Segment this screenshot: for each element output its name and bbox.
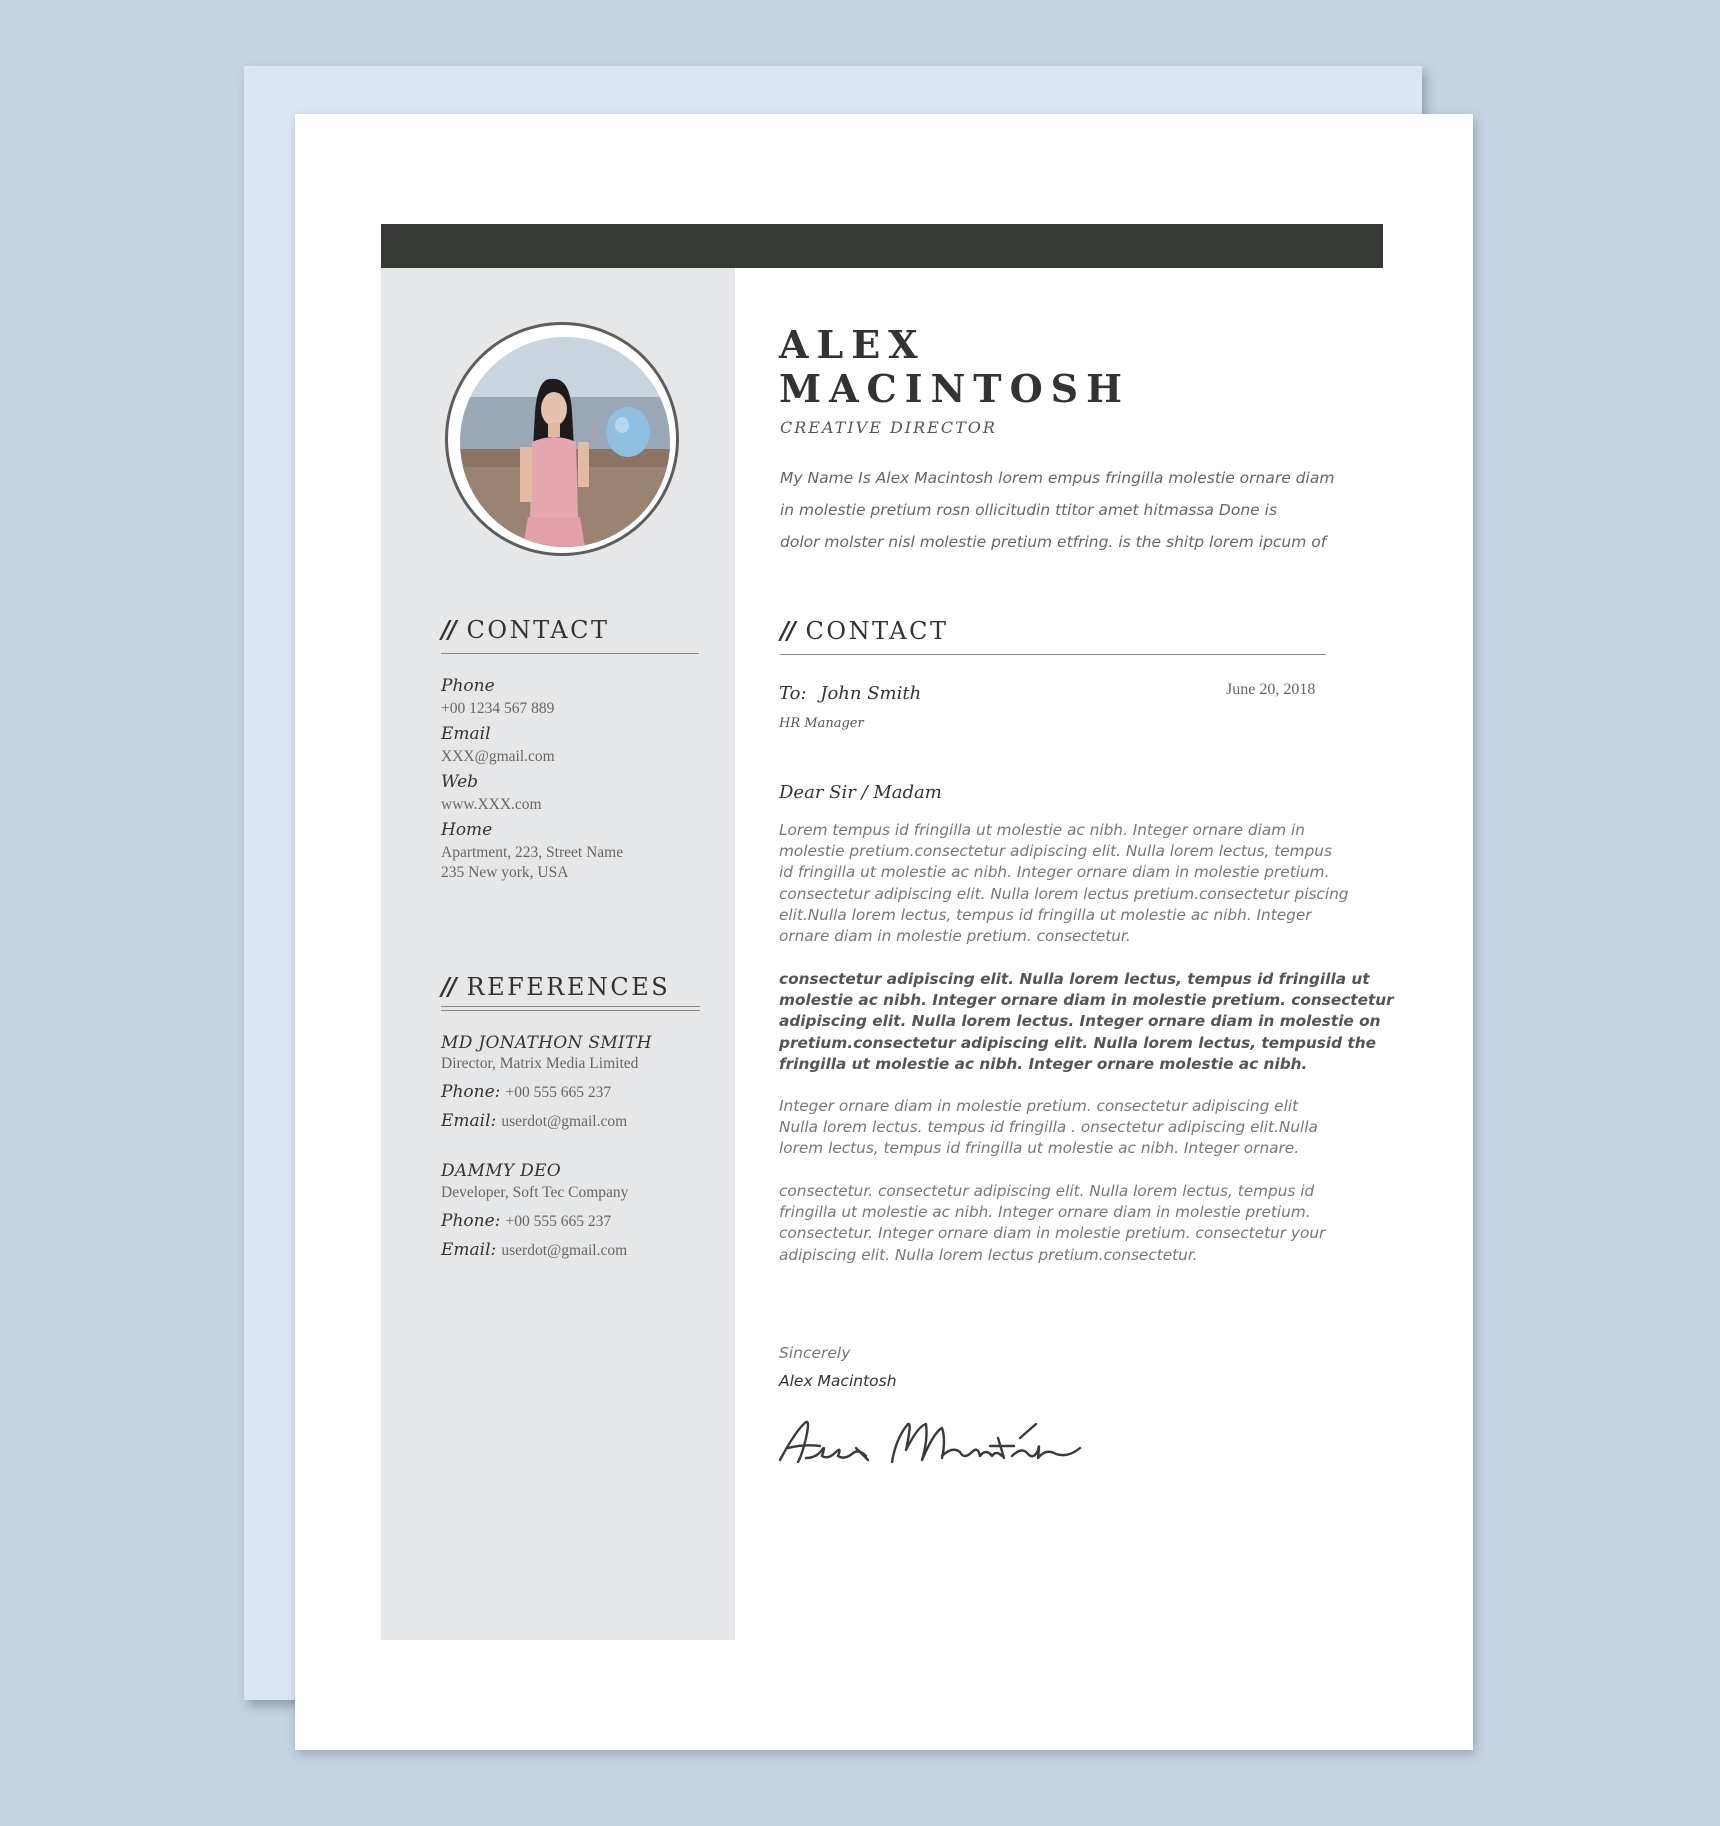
signature xyxy=(776,1410,1096,1480)
paragraph-line: consectetur. consectetur adipiscing elit. Nulla lorem lectus, tempus id xyxy=(779,1182,1315,1200)
intro-line: dolor molster nisl molestie pretium etfring. is the shitp lorem ipcum of xyxy=(780,533,1327,551)
paragraph-line: consectetur adipiscing elit. Nulla lorem lectus pretium.consectetur piscing xyxy=(779,884,1349,903)
references-rule-bottom xyxy=(441,1010,700,1011)
paragraph-line: lorem lectus, tempus id fringilla ut molestie ac nibh. Integer ornare. xyxy=(779,1139,1300,1158)
reference-2-email-row xyxy=(441,1240,627,1261)
heading-marker: // xyxy=(441,615,455,644)
paragraph-2 xyxy=(779,969,1394,1075)
header-bar xyxy=(381,224,1383,268)
paragraph-line: elit.Nulla lorem lectus, tempus id fringilla ut molestie ac nibh. Integer xyxy=(779,905,1312,924)
recipient-row xyxy=(779,683,921,704)
sidebar-contact-heading-text: CONTACT xyxy=(466,616,610,644)
contact-phone-value: +00 1234 567 889 xyxy=(441,700,555,717)
paragraph-line: Nulla lorem lectus. tempus id fringilla . onsectetur adipiscing elit.Nulla xyxy=(779,1118,1318,1137)
paragraph-3 xyxy=(779,1096,1345,1160)
contact-home-line1: Apartment, 223, Street Name xyxy=(441,844,624,861)
contact-web-value[interactable]: www.XXX.com xyxy=(441,796,542,813)
salutation: Dear Sir / Madam xyxy=(779,782,942,803)
last-name: MACINTOSH xyxy=(779,366,1131,411)
reference-2-phone-row xyxy=(441,1211,611,1232)
reference-2-phone: +00 555 665 237 xyxy=(505,1213,612,1230)
reference-2-name: DAMMY DEO xyxy=(441,1161,562,1181)
first-name: ALEX xyxy=(779,322,926,367)
avatar-photo xyxy=(460,337,670,547)
references-rule-top xyxy=(441,1006,700,1007)
paragraph-line: molestie pretium.consectetur adipiscing elit. Nulla lorem lectus, tempus xyxy=(779,842,1332,861)
paragraph-1 xyxy=(779,820,1349,947)
signer-name: Alex Macintosh xyxy=(779,1372,897,1390)
reference-1-email-label: Email: xyxy=(441,1111,497,1131)
sidebar-contact-heading xyxy=(441,615,609,644)
recipient-role: HR Manager xyxy=(779,716,864,731)
contact-email-label: Email xyxy=(441,724,491,744)
paragraph-line: fringilla ut molestie ac nibh. Integer ornare diam in molestie pretium. xyxy=(779,1203,1311,1222)
paragraph-4 xyxy=(779,1181,1345,1266)
letter-date: June 20, 2018 xyxy=(1226,681,1316,698)
contact-home-label: Home xyxy=(441,820,493,840)
job-title: CREATIVE DIRECTOR xyxy=(780,418,997,437)
reference-2-phone-label: Phone: xyxy=(441,1211,501,1231)
letter-contact-heading xyxy=(780,616,948,645)
reference-1-phone-row xyxy=(441,1082,611,1103)
reference-1-name: MD JONATHON SMITH xyxy=(441,1033,652,1053)
contact-phone-label: Phone xyxy=(441,676,495,696)
paragraph-line: adipiscing elit. Nulla lorem lectus. Integer ornare diam in molestie on xyxy=(779,1012,1381,1031)
reference-2-email-label: Email: xyxy=(441,1240,497,1260)
closing: Sincerely xyxy=(779,1344,851,1362)
heading-marker: // xyxy=(441,972,455,1001)
contact-home-line2: 235 New york, USA xyxy=(441,864,569,881)
paragraph-line: molestie ac nibh. Integer ornare diam in molestie pretium. consectetur xyxy=(779,991,1394,1010)
reference-1-role: Director, Matrix Media Limited xyxy=(441,1055,639,1072)
heading-marker: // xyxy=(780,616,794,645)
references-heading-text: REFERENCES xyxy=(466,973,671,1001)
paragraph-line: adipiscing elit. Nulla lorem lectus pretium.consectetur. xyxy=(779,1245,1198,1264)
contact-email-value[interactable]: XXX@gmail.com xyxy=(441,748,555,765)
letter-contact-rule xyxy=(780,654,1326,655)
paragraph-line: id fringilla ut molestie ac nibh. Integer ornare diam in molestie pretium. xyxy=(779,863,1330,882)
paragraph-line: Integer ornare diam in molestie pretium. consectetur adipiscing elit xyxy=(779,1097,1299,1115)
paragraph-line: consectetur adipiscing elit. Nulla lorem lectus, tempus id fringilla ut xyxy=(779,970,1370,988)
contact-web-label: Web xyxy=(441,772,479,792)
sidebar-contact-rule xyxy=(441,653,699,654)
reference-2-role: Developer, Soft Tec Company xyxy=(441,1184,629,1201)
reference-1-email-row xyxy=(441,1111,627,1132)
to-label: To: xyxy=(779,683,807,704)
letter-contact-heading-text: CONTACT xyxy=(805,617,949,645)
paragraph-line: consectetur. Integer ornare diam in molestie pretium. consectetur your xyxy=(779,1224,1326,1243)
paragraph-line: pretium.consectetur adipiscing elit. Nulla lorem lectus, tempusid the xyxy=(779,1033,1376,1052)
paragraph-line: Lorem tempus id fringilla ut molestie ac nibh. Integer ornare diam in xyxy=(779,821,1305,839)
intro-line: My Name Is Alex Macintosh lorem empus fringilla molestie ornare diam xyxy=(780,469,1335,487)
reference-1-phone-label: Phone: xyxy=(441,1082,501,1102)
paragraph-line: ornare diam in molestie pretium. consectetur. xyxy=(779,927,1131,946)
paragraph-line: fringilla ut molestie ac nibh. Integer ornare molestie ac nibh. xyxy=(779,1054,1308,1073)
recipient-name: John Smith xyxy=(820,683,922,704)
reference-1-phone: +00 555 665 237 xyxy=(505,1084,612,1101)
intro-line: in molestie pretium rosn ollicitudin ttitor amet hitmassa Done is xyxy=(780,501,1278,519)
reference-1-email[interactable]: userdot@gmail.com xyxy=(501,1113,628,1130)
intro-text xyxy=(780,462,1340,558)
references-heading xyxy=(441,972,670,1001)
reference-2-email[interactable]: userdot@gmail.com xyxy=(501,1242,628,1259)
